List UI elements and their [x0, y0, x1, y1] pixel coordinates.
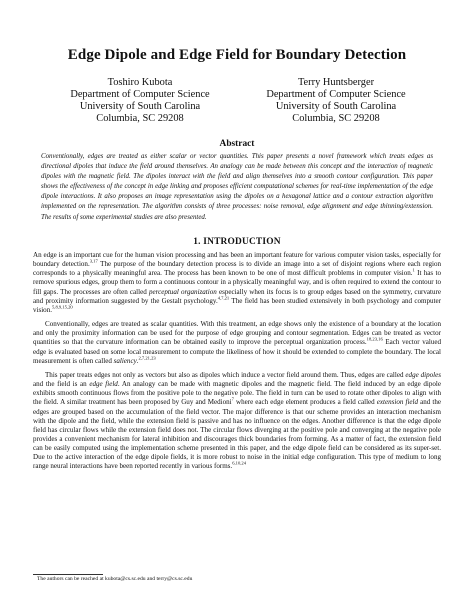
body-text: [33, 251, 441, 477]
text-run: where each edge element produces a field called: [233, 398, 377, 407]
text-run: . An analogy can be made with magnetic dipoles and the magnetic field. The field induced by an edge dipole exhibits smooth continuous flows from the positive pole to the negative pole. The field in turn can be used to rotate other dipoles to align with the field. A similar treatment has been proposed by Guy and Medioni: [33, 380, 442, 407]
text-run: and the field is an: [33, 380, 90, 389]
citation-ref: 3,17: [89, 258, 98, 264]
abstract-text: Conventionally, edges are treated as either scalar or vector quantities. This paper presents a novel framework which treats edges as directional dipoles that induce the field around themselves. An analogy can be made between this concept and the interaction of magnetic dipoles with the magnetic field. The dipoles interact with the field and align themselves into a smooth contour configuration. This paper shows the effectiveness of the concept in edge linking and proposes efficient computational schemes for real-time implementation of the edge dipole interactions. It also proposes an image representation using the dipoles on a hexagonal lattice and a contour extraction algorithm implemented on the representation. The algorithm consists of three processes: noise removal, edge alignment and edge thinning/extension. The results of some experimental studies are also presented.: [41, 153, 433, 221]
text-run: Each vector valued edge is evaluated based on some local measurement to compute the likeliness of how it should be extended to complete the boundary. The local measurement is often called: [33, 338, 441, 365]
citation-ref: 4,7,21: [217, 295, 230, 301]
text-run: Conventionally, edges are treated as scalar quantities. With this treatment, an edge shows only the existence of a boundary at the location and only the proximity information can be used for the purpose of edge grouping and contour segmentation. Edges can be treated as vector quantities so that the curvature information can be obtained easily to improve the perceptual organization process.: [33, 320, 441, 347]
citation-ref: 7: [231, 397, 234, 402]
text-run: and the edges are grouped based on the accumulation of the field vector. The major difference is that our scheme provides an interaction mechanism with the dipole and the field, while the extension field is passive and has no influence on the edges. Another difference is that the edge dipole field has circular flows while the extension field does not. The circular flows diverging at the positive pole and converging at the negative pole provides a convenient mechanism for lateral inhibition and discourages thick boundaries from forming. As a matter of fact, the extension field can be easily computed using the implementation scheme presented in this paper, and the edge dipole field can be considered as its super-set. Due to the active interaction of the edge dipole fields, it is more robust to noise in the initial edge configuration. This type of medium to long range neural interactions have been reported recently in various forms.: [33, 398, 441, 471]
citation-ref: 5,8,9,15,20: [52, 304, 73, 310]
text-run: This paper treats edges not only as vectors but also as dipoles which induce a vector field around them. Thus, edges are called: [45, 370, 406, 379]
text-run: The field has been studied extensively in both psychology and computer vision.: [33, 296, 441, 314]
paragraph-3: [33, 371, 441, 472]
author-name: Toshiro Kubota: [107, 77, 173, 88]
emphasis: saliency: [113, 356, 137, 365]
text-run: An edge is an important cue for the human vision processing and has been an important feature for various computer vision tasks, especially for boundary detection.: [33, 251, 441, 269]
emphasis: edge dipoles: [405, 370, 442, 379]
author-block-2: [236, 77, 436, 125]
citation-ref: 18,23,16: [366, 337, 383, 343]
citation-ref: 1: [412, 267, 415, 273]
author-university: University of South Carolina: [275, 101, 397, 112]
text-run: especially when its focus is to group edges based on the symmetry, curvature and proximity information suggested by the Gestalt psychology.: [33, 287, 441, 305]
text-run: It has to remove spurious edges, group them to form a continuous contour in a physically meaningful way, and is often required to extend the contour to fill gaps. The processes are often called: [33, 269, 441, 296]
text-run: .: [136, 356, 139, 365]
author-block-1: [40, 77, 240, 125]
paragraph-1: [33, 251, 441, 315]
author-location: Columbia, SC 29208: [96, 113, 184, 124]
author-location: Columbia, SC 29208: [292, 113, 380, 124]
paper-title: Edge Dipole and Edge Field for Boundary Detection: [67, 47, 407, 63]
footnote-rule: [33, 574, 103, 575]
emphasis: edge field: [89, 380, 118, 389]
author-name: Terry Huntsberger: [297, 77, 375, 88]
author-university: University of South Carolina: [79, 101, 201, 112]
citation-ref: 2,7,21,23: [138, 355, 156, 361]
section-heading-introduction: 1. INTRODUCTION: [193, 237, 281, 247]
citation-ref: 6,10,24: [232, 461, 246, 467]
text-run: The purpose of the boundary detection process is to divide an image into a set of disjoint regions where each region corresponds to a physically meaningful area. The process has been known to be one of most difficult problems in computer vision.: [33, 260, 442, 278]
emphasis: extension field: [376, 398, 419, 407]
emphasis: perceptual organization: [148, 287, 217, 296]
author-department: Department of Computer Science: [266, 89, 406, 100]
paragraph-2: [33, 320, 441, 366]
author-department: Department of Computer Science: [70, 89, 210, 100]
abstract-heading: Abstract: [219, 139, 255, 149]
footnote: The authors can be reached at kubota@cs.sc.edu and terry@cs.sc.edu: [37, 576, 193, 582]
